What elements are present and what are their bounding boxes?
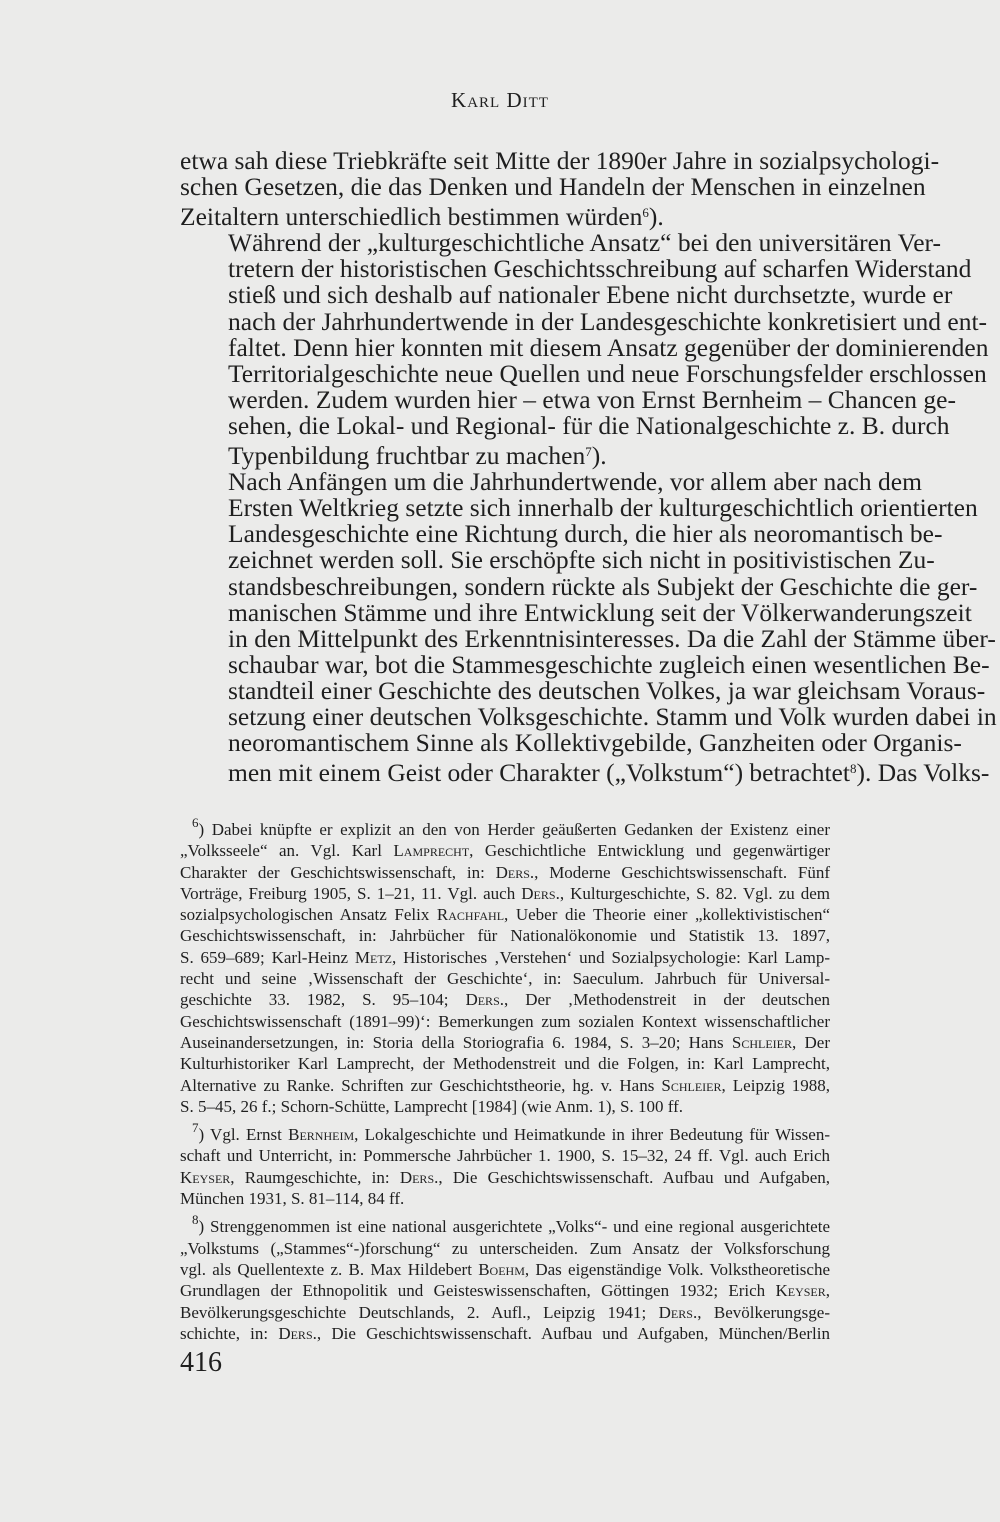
footnote-line: Bevölkerungsgeschichte Deutschlands, 2. Aufl., Leipzig 1941; Ders., Bevölkerungsge-: [180, 1302, 830, 1322]
footnote-6-line: $^6$) Dabei knüpfte er explizit an den von Herder geäußerten Gedanken der Existenz einer: [192, 815, 830, 839]
text-line: in den Mittelpunkt des Erkenntnisinteresses. Da die Zahl der Stämme über-: [228, 623, 996, 653]
footnote-7-line: $^7$) Vgl. Ernst Bernheim, Lokalgeschichte und Heimatkunde in ihrer Bedeutung für Wissen-: [192, 1120, 830, 1145]
footnote-line: „Volkstums („Stammes“-)forschung“ zu unterscheiden. Zum Ansatz der Volksforschung: [180, 1238, 830, 1258]
text-line: faltet. Denn hier konnten mit diesem Ansatz gegenüber der dominierenden: [228, 332, 989, 362]
text-line: men mit einem Geist oder Charakter („Volkstum“) betrachtet$^8$). Das Volks-: [228, 758, 990, 788]
footnote-number: 8: [192, 1212, 199, 1228]
footnote-ref: 6: [642, 205, 649, 221]
running-header: Karl Ditt: [451, 88, 549, 112]
footnote-line: schichte, in: Ders., Die Geschichtswissenschaft. Aufbau und Aufgaben, München/Berlin: [180, 1323, 830, 1343]
footnote-line: Alternative zu Ranke. Schriften zur Geschichtstheorie, hg. v. Hans Schleier, Leipzig 1988,: [180, 1075, 831, 1095]
footnote-line: Keyser, Raumgeschichte, in: Ders., Die Geschichtswissenschaft. Aufbau und Aufgaben,: [180, 1167, 830, 1187]
text-line: Während der „kulturgeschichtliche Ansatz“ bei den universitären Ver-: [228, 228, 941, 258]
text-line: stieß und sich deshalb auf nationaler Ebene nicht durchsetzte, wurde er: [228, 280, 953, 310]
footnote-number: 7: [192, 1120, 199, 1136]
footnote-line: geschichte 33. 1982, S. 95–104; Ders., Der ‚Methodenstreit in der deutschen: [180, 990, 830, 1010]
footnote-number: 6: [192, 815, 199, 830]
text-line: werden. Zudem wurden hier – etwa von Ernst Bernheim – Chancen ge-: [228, 384, 956, 414]
footnote-line: Kulturhistoriker Karl Lamprecht, der Methodenstreit und die Folgen, in: Karl Lamprecht,: [180, 1054, 830, 1074]
footnote-ref: 7: [585, 444, 592, 460]
footnote-line: München 1931, S. 81–114, 84 ff.: [180, 1189, 405, 1209]
text-line: nach der Jahrhundertwende in der Landesgeschichte konkretisiert und ent-: [228, 306, 988, 336]
page-number: 416: [180, 1347, 222, 1378]
footnote-line: S. 659–689; Karl-Heinz Metz, Historisches ‚Verstehen‘ und Sozialpsychologie: Karl Lamp-: [180, 947, 830, 967]
footnote-line: Vorträge, Freiburg 1905, S. 1–21, 11. Vgl. auch Ders., Kulturgeschichte, S. 82. Vgl. zu dem: [180, 883, 830, 903]
text-line: tretern der historistischen Geschichtsschreibung auf scharfen Widerstand: [228, 254, 972, 284]
text-line: standteil einer Geschichte des deutschen Volkes, ja war gleichsam Voraus-: [228, 675, 986, 705]
text-line: sehen, die Lokal- und Regional- für die Nationalgeschichte z. B. durch: [228, 410, 950, 440]
text-line: zeichnet werden soll. Sie erschöpfte sich nicht in positivistischen Zu-: [228, 545, 935, 575]
footnote-line: Geschichtswissenschaft (1891–99)‘: Bemerkungen zum sozialen Kontext wissenschaftlicher: [180, 1011, 830, 1031]
footnote-line: recht und seine ‚Wissenschaft der Geschichte‘, in: Saeculum. Jahrbuch für Universal-: [180, 969, 830, 989]
paragraph-2: [180, 228, 989, 471]
footnote-line: Auseinandersetzungen, in: Storia della Storiografia 6. 1984, S. 3–20; Hans Schleier, Der: [180, 1032, 831, 1052]
footnote-8-line: $^8$) Strenggenommen ist eine national ausgerichtete „Volks“- und eine regional ausgerichtete: [192, 1212, 830, 1237]
footnote-line: Grundlagen der Ethnopolitik und Geisteswissenschaften, Göttingen 1932; Erich Keyser,: [180, 1281, 830, 1301]
footnote-line: „Volksseele“ an. Vgl. Karl Lamprecht, Geschichtliche Entwicklung und gegenwärtiger: [180, 841, 830, 861]
paragraph-3: [180, 467, 997, 788]
footnote-line: Charakter der Geschichtswissenschaft, in: Ders., Moderne Geschichtswissenschaft. Fünf: [180, 862, 830, 882]
footnote-line: sozialpsychologischen Ansatz Felix Rachfahl, Ueber die Theorie einer „kollektivistischen“: [180, 905, 830, 925]
text-line: Zeitaltern unterschiedlich bestimmen würden$^6$).: [180, 202, 664, 232]
text-line: manischen Stämme und ihre Entwicklung seit der Völkerwanderungszeit: [228, 597, 972, 627]
text-line: setzung einer deutschen Volksgeschichte. Stamm und Volk wurden dabei in: [228, 701, 997, 731]
text-line: Territorialgeschichte neue Quellen und neue Forschungsfelder erschlossen: [228, 358, 987, 388]
text-line: Nach Anfängen um die Jahrhundertwende, vor allem aber nach dem: [228, 467, 922, 497]
footnote-line: schaft und Unterricht, in: Pommersche Jahrbücher 1. 1900, S. 15–32, 24 ff. Vgl. auch Erich: [180, 1146, 830, 1166]
text-line: standsbeschreibungen, sondern rückte als Subjekt der Geschichte die ger-: [228, 571, 978, 601]
main-text: [180, 146, 997, 788]
text-line: schen Gesetzen, die das Denken und Handeln der Menschen in einzelnen: [180, 172, 926, 202]
paragraph-1: [180, 146, 940, 232]
text-line: schaubar war, bot die Stammesgeschichte zugleich einen wesentlichen Be-: [228, 649, 990, 679]
text-line: etwa sah diese Triebkräfte seit Mitte der 1890er Jahre in sozialpsychologi-: [180, 146, 940, 175]
footnotes: [180, 812, 830, 1344]
text-line: neoromantischem Sinne als Kollektivgebilde, Ganzheiten oder Organis-: [228, 728, 962, 758]
text-line: Ersten Weltkrieg setzte sich innerhalb der kulturgeschichtlich orientierten: [228, 493, 978, 523]
text-line: Landesgeschichte eine Richtung durch, die hier als neoromantisch be-: [228, 519, 943, 549]
footnote-ref: 8: [849, 761, 857, 777]
footnote-line: S. 5–45, 26 f.; Schorn-Schütte, Lamprecht [1984] (wie Anm. 1), S. 100 ff.: [180, 1096, 684, 1116]
footnote-line: vgl. als Quellentexte z. B. Max Hildebert Boehm, Das eigenständige Volk. Volkstheoretische: [180, 1259, 830, 1279]
text-line: Typenbildung fruchtbar zu machen$^7$).: [228, 441, 607, 471]
footnote-line: Geschichtswissenschaft, in: Jahrbücher für Nationalökonomie und Statistik 13. 1897,: [180, 926, 830, 946]
